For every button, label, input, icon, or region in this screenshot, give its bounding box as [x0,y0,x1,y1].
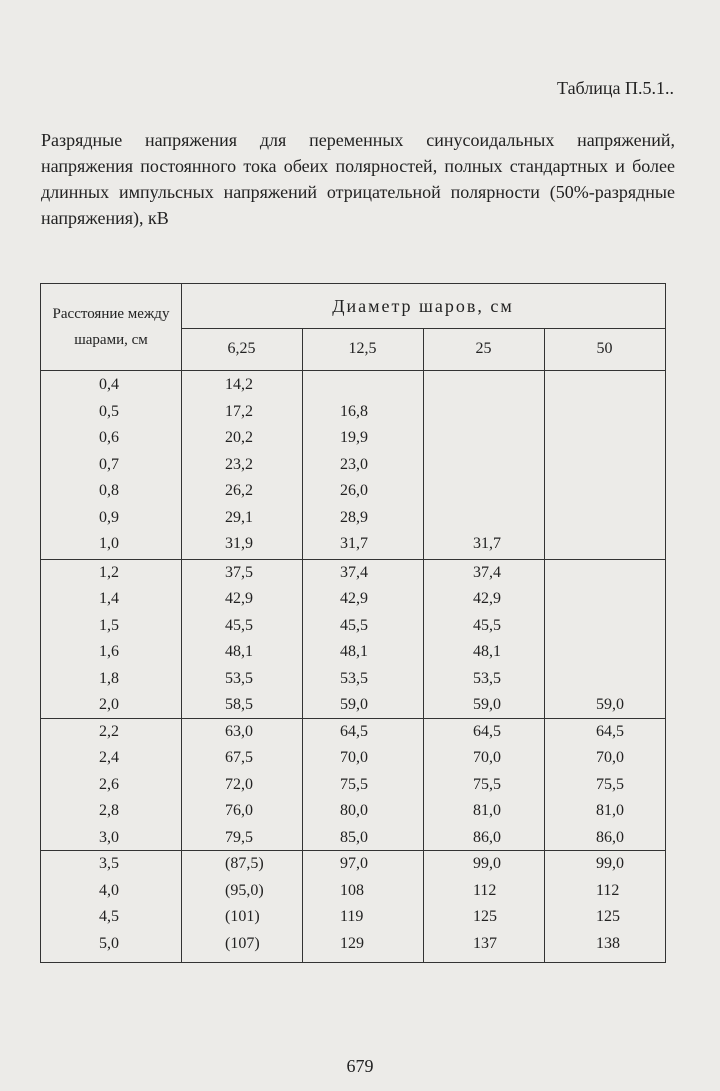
voltage-cell: 58,5 [225,696,253,713]
voltage-cell: 125 [473,908,497,925]
distance-cell: 0,7 [99,455,119,473]
voltage-cell: 37,5 [225,563,253,581]
voltage-cell: 59,0 [473,696,501,713]
distance-cell: 1,6 [99,643,119,660]
voltage-cell: 53,5 [473,669,501,687]
voltage-cell: (107) [225,934,260,952]
voltage-cell: 85,0 [340,828,368,846]
column-divider [544,328,545,962]
voltage-cell: 138 [596,934,620,952]
distance-cell: 5,0 [99,934,119,952]
voltage-cell: 45,5 [340,616,368,634]
voltage-cell: 59,0 [596,696,624,713]
distance-cell: 2,6 [99,775,119,793]
distance-cell: 3,0 [99,828,119,846]
voltage-cell: 17,2 [225,402,253,420]
row-header: Расстояние между шарами, см [52,306,170,348]
voltage-cell: (95,0) [225,881,264,899]
distance-cell: 1,8 [99,669,119,687]
voltage-cell: 31,9 [225,535,253,552]
column-divider [181,284,182,962]
voltage-cell: 42,9 [473,590,501,607]
voltage-cell: 75,5 [596,775,624,793]
distance-cell: 0,9 [99,508,119,526]
voltage-cell: 108 [340,881,364,899]
distance-cell: 1,0 [99,535,119,552]
voltage-cell: 48,1 [340,643,368,660]
column-divider [423,328,424,962]
distance-cell: 3,5 [99,855,119,872]
voltage-cell: 112 [473,881,497,899]
voltage-cell: 37,4 [340,563,368,581]
distance-cell: 0,5 [99,402,119,420]
voltage-cell: 29,1 [225,508,253,526]
voltage-cell: 48,1 [473,643,501,660]
voltage-cell: 97,0 [340,855,368,872]
voltage-cell: 112 [596,881,620,899]
distance-cell: 1,5 [99,616,119,634]
distance-cell: 0,6 [99,429,119,446]
voltage-cell: 99,0 [596,855,624,872]
distance-cell: 0,4 [99,376,119,393]
voltage-cell: 86,0 [596,828,624,846]
group-header: Диаметр шаров, см [332,295,514,316]
voltage-cell: 70,0 [596,749,624,766]
voltage-cell: 20,2 [225,429,253,446]
voltage-cell: 26,0 [340,482,368,499]
voltage-cell: 76,0 [225,802,253,819]
distance-cell: 2,0 [99,696,119,713]
voltage-cell: 19,9 [340,429,368,446]
voltage-cell: 14,2 [225,376,253,393]
distance-cell: 2,2 [99,722,119,740]
distance-cell: 1,4 [99,590,119,607]
voltage-cell: 75,5 [473,775,501,793]
distance-cell: 4,0 [99,881,119,899]
voltage-cell: 59,0 [340,696,368,713]
voltage-cell: 26,2 [225,482,253,499]
voltage-cell: 45,5 [473,616,501,634]
voltage-cell: 53,5 [225,669,253,687]
voltage-cell: 75,5 [340,775,368,793]
voltage-cell: 37,4 [473,563,501,581]
voltage-cell: 42,9 [225,590,253,607]
voltage-cell: 70,0 [340,749,368,766]
voltage-cell: 42,9 [340,590,368,607]
distance-cell: 4,5 [99,908,119,925]
diameter-header-2: 12,5 [348,340,377,357]
page-number: 679 [346,1056,374,1076]
distance-cell: 0,8 [99,482,119,499]
voltage-cell: 129 [340,934,364,952]
diameter-header-4: 50 [596,340,613,357]
voltage-cell: 23,2 [225,455,253,473]
voltage-cell: 64,5 [596,722,624,740]
voltage-cell: 119 [340,908,364,925]
voltage-cell: 63,0 [225,722,253,740]
voltage-cell: 64,5 [340,722,368,740]
column-divider [302,328,303,962]
voltage-cell: 23,0 [340,455,368,473]
header-bottom-rule [41,370,665,371]
voltage-cell: 99,0 [473,855,501,872]
diameter-header-3: 25 [475,340,492,357]
distance-cell: 1,2 [99,563,119,581]
voltage-cell: (101) [225,908,260,925]
voltage-cell: 67,5 [225,749,253,766]
voltage-cell: 70,0 [473,749,501,766]
voltage-cell: 86,0 [473,828,501,846]
table-reference: Таблица П.5.1.. [557,78,674,98]
voltage-cell: 81,0 [473,802,501,819]
voltage-cell: 137 [473,934,497,952]
distance-cell: 2,4 [99,749,119,766]
voltage-cell: 16,8 [340,402,368,420]
voltage-cell: 53,5 [340,669,368,687]
voltage-cell: (87,5) [225,855,264,872]
voltage-cell: 64,5 [473,722,501,740]
voltage-cell: 125 [596,908,620,925]
voltage-cell: 48,1 [225,643,253,660]
voltage-cell: 45,5 [225,616,253,634]
distance-cell: 2,8 [99,802,119,819]
voltage-cell: 81,0 [596,802,624,819]
voltage-cell: 72,0 [225,775,253,793]
table-caption: Разрядные напряжения для переменных синусоидальных напряжений, напряжения постоянного тока обеих полярностей, полных стандартных и более длинных импульсных напряжений отрицательной полярности (50%-разрядные напряжения), кВ [41,130,675,228]
voltage-cell: 80,0 [340,802,368,819]
discharge-voltage-table [40,283,666,963]
voltage-cell: 31,7 [473,535,501,552]
voltage-cell: 31,7 [340,535,368,552]
voltage-cell: 79,5 [225,828,253,846]
voltage-cell: 28,9 [340,508,368,526]
diameter-header-1: 6,25 [227,340,256,357]
header-divider [181,328,665,329]
